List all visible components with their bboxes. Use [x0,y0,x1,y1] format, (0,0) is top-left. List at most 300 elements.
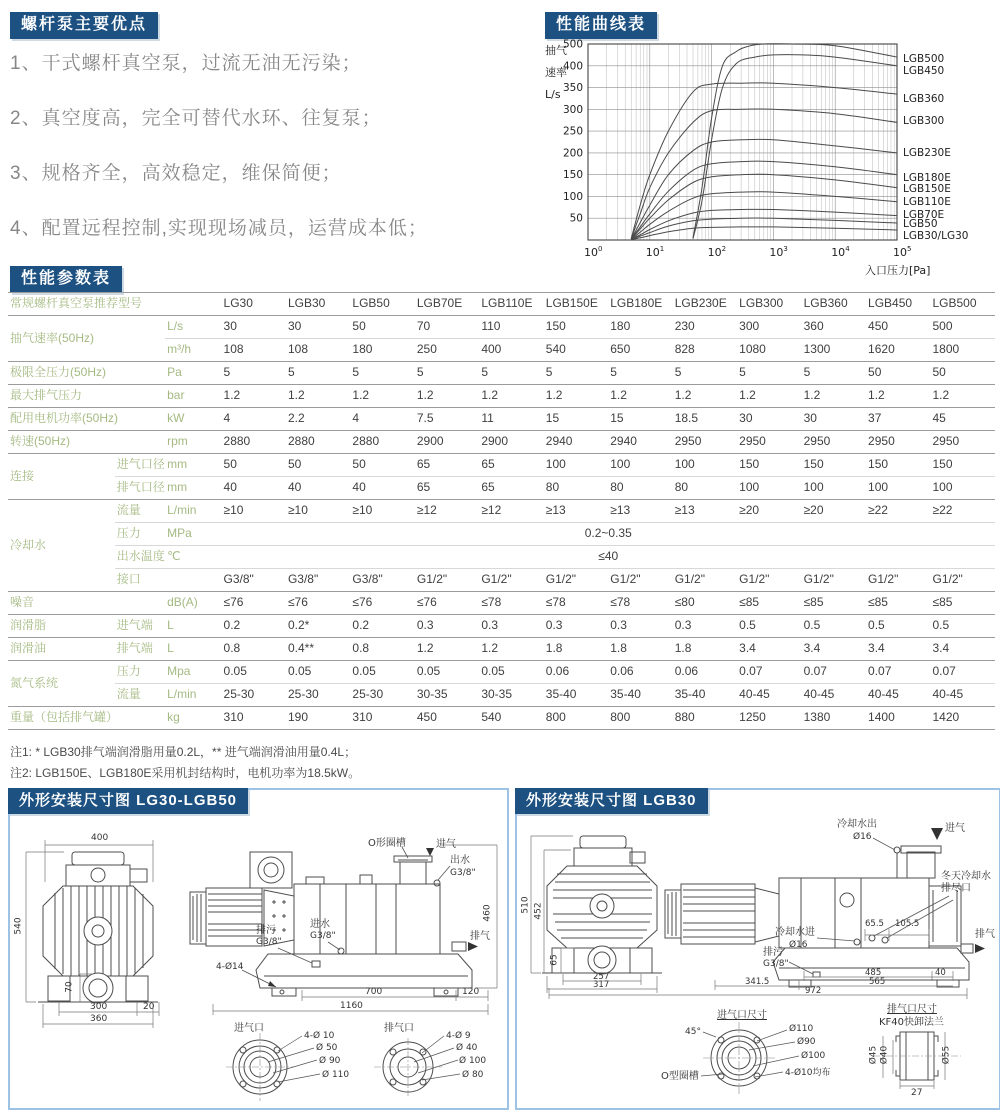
intake-label: 进气 [436,839,456,850]
row-label: 配用电机功率(50Hz) [8,408,165,431]
unit-label: Mpa [165,661,221,684]
thread-label: G3/8" [256,937,282,947]
svg-text:250: 250 [562,125,583,138]
value-cell: 0.8 [350,638,414,661]
performance-table-container [8,292,995,730]
value-cell: 1.2 [350,385,414,408]
value-cell: 1.2 [673,385,737,408]
value-cell: 18.5 [673,408,737,431]
value-cell: G3/8" [286,569,350,592]
unit-label: dB(A) [165,592,221,615]
unit-label: rpm [165,431,221,454]
value-cell: 150 [737,454,801,477]
model-header: LGB30 [286,293,350,316]
svg-text:200: 200 [562,147,583,160]
value-cell: 2880 [286,431,350,454]
dim-label: 65.5 [865,919,884,929]
value-cell: 1.2 [286,385,350,408]
model-header: LGB50 [350,293,414,316]
value-cell: 1080 [737,339,801,362]
value-cell: 5 [544,362,608,385]
dimension-drawing-lgb30 [517,790,999,1108]
dim-label: Ø16 [853,832,872,842]
value-cell: 0.5 [931,615,996,638]
value-cell: 2.2 [286,408,350,431]
dim-label: 20 [143,1002,155,1012]
model-header: LGB450 [866,293,930,316]
value-cell: 1.2 [608,385,672,408]
value-cell: 100 [544,454,608,477]
value-cell: 0.4** [286,638,350,661]
value-cell: 2900 [479,431,543,454]
value-cell: 100 [608,454,672,477]
value-cell: 1.2 [544,385,608,408]
table-notes [10,742,360,784]
row-label: 最大排气压力 [8,385,165,408]
curve-label: LGB70E [903,209,945,221]
unit-label: mm [165,477,221,500]
row-sublabel: 接口 [115,569,165,592]
dim-label: 300 [90,1002,108,1012]
value-cell: ≤76 [222,592,286,615]
row-sublabel: 压力 [115,661,165,684]
value-cell: 310 [350,707,414,730]
value-cell: 0.2 [222,615,286,638]
model-header: LGB500 [931,293,996,316]
row-label: 转速(50Hz) [8,431,165,454]
value-cell: 1.2 [222,385,286,408]
unit-label: L [165,615,221,638]
dim-label: Ø90 [797,1037,816,1047]
value-cell: 5 [350,362,414,385]
unit-label: ℃ [165,546,221,569]
value-cell: 100 [866,477,930,500]
value-cell: 65 [415,477,479,500]
note-line: 注2: LGB150E、LGB180E采用机封结构时，电机功率为18.5kW。 [10,766,361,780]
row-label: 冷却水 [8,500,115,592]
value-cell: 40 [286,477,350,500]
value-cell: G1/2" [931,569,996,592]
dim-label: Ø40 [879,1045,890,1065]
value-cell: 0.8 [222,638,286,661]
dim-label: 972 [805,986,822,996]
value-cell: G1/2" [415,569,479,592]
value-cell: 40 [222,477,286,500]
row-label: 润滑脂 [8,615,115,638]
value-cell: 80 [673,477,737,500]
dim-label: Ø45 [868,1045,879,1065]
table-header-label: 常规螺杆真空泵推荐型号 [8,293,222,316]
curve-label: LGB110E [903,196,951,208]
value-cell: 5 [479,362,543,385]
note-line: 注1: * LGB30排气端润滑脂用量0.2L，** 进气端润滑油用量0.4L； [10,745,357,759]
value-cell: 2940 [608,431,672,454]
row-sublabel: 进气端 [115,615,165,638]
value-cell: 40-45 [866,684,930,707]
value-cell: ≤85 [931,592,996,615]
curve-LGB110E [631,192,897,240]
value-cell: 0.5 [866,615,930,638]
curve-label: LGB30/LG30 [903,230,969,242]
value-cell: ≤76 [415,592,479,615]
merged-value: 0.2~0.35 [222,523,995,546]
value-cell: G1/2" [737,569,801,592]
value-cell: ≥13 [673,500,737,523]
value-cell: 800 [608,707,672,730]
value-cell: ≤76 [286,592,350,615]
value-cell: G1/2" [544,569,608,592]
value-cell: 80 [544,477,608,500]
value-cell: 5 [802,362,866,385]
curve-label: LGB180E [903,172,951,184]
value-cell: 828 [673,339,737,362]
thread-label: G3/8" [310,931,336,941]
value-cell: 360 [802,316,866,339]
value-cell: ≤85 [866,592,930,615]
model-header: LGB70E [415,293,479,316]
value-cell: 0.5 [802,615,866,638]
value-cell: ≥22 [931,500,996,523]
value-cell: 1800 [931,339,996,362]
row-sublabel: 流量 [115,500,165,523]
value-cell: 30-35 [415,684,479,707]
value-cell: 0.05 [286,661,350,684]
value-cell: 70 [415,316,479,339]
unit-label: L/s [165,316,221,339]
value-cell: G1/2" [673,569,737,592]
value-cell: 40-45 [802,684,866,707]
svg-text:400: 400 [562,60,583,73]
value-cell: 2940 [544,431,608,454]
drain-label: 排污 [763,947,783,958]
value-cell: 2950 [737,431,801,454]
value-cell: 30 [222,316,286,339]
value-cell: 540 [479,707,543,730]
value-cell: 2880 [222,431,286,454]
value-cell: 1.2 [931,385,996,408]
value-cell: 0.07 [802,661,866,684]
value-cell: 0.05 [479,661,543,684]
unit-label: L/min [165,684,221,707]
dim-label: 40 [935,968,946,978]
value-cell: 35-40 [608,684,672,707]
value-cell: 37 [866,408,930,431]
value-cell: 0.07 [866,661,930,684]
value-cell: 0.06 [608,661,672,684]
value-cell: ≥13 [608,500,672,523]
value-cell: 50 [866,362,930,385]
row-label: 极限全压力(50Hz) [8,362,165,385]
value-cell: 2900 [415,431,479,454]
unit-label: m³/h [165,339,221,362]
value-cell: 30 [802,408,866,431]
value-cell: 2950 [802,431,866,454]
dim-label: Ø100 [801,1051,826,1061]
flange-type-label: KF40快卸法兰 [879,1017,945,1028]
advantage-item: 4、配置远程控制,实现现场减员，运营成本低； [10,218,428,239]
dim-label: 65 [549,954,560,966]
value-cell: ≥10 [286,500,350,523]
model-header: LGB230E [673,293,737,316]
value-cell: G3/8" [222,569,286,592]
dim-label: 120 [462,987,480,997]
oring-groove-label: O形圈槽 [368,838,406,849]
dim-label: Ø 80 [462,1070,484,1080]
value-cell: 100 [673,454,737,477]
svg-text:300: 300 [562,103,583,116]
svg-text:100: 100 [562,190,583,203]
value-cell: 0.3 [544,615,608,638]
unit-label: L/min [165,500,221,523]
advantage-item: 3、规格齐全，高效稳定，维保简便； [10,163,342,184]
intake-label: 进气 [945,823,965,834]
curve-LGB450 [693,55,897,239]
value-cell: 1.8 [544,638,608,661]
curve-label: LGB500 [903,53,945,65]
value-cell: 1420 [931,707,996,730]
performance-table [8,292,995,730]
curve-label: LGB300 [903,115,945,127]
outlet-flange-title: 排气口尺寸 [887,1004,937,1015]
svg-text:102: $10^2$ [707,245,727,259]
value-cell: 7.5 [415,408,479,431]
value-cell: 100 [802,477,866,500]
performance-curve-chart [535,38,1000,278]
curve-LGB70E [631,209,897,239]
dim-label: Ø 110 [322,1070,350,1080]
dim-label: 257 [593,972,610,982]
dim-label: 485 [865,968,882,978]
value-cell: 3.4 [931,638,996,661]
value-cell: ≤78 [479,592,543,615]
value-cell: 1.2 [479,638,543,661]
dim-label: 510 [520,896,531,914]
dim-label: Ø55 [941,1045,952,1065]
row-sublabel: 排气端 [115,638,165,661]
unit-label: bar [165,385,221,408]
value-cell: 25-30 [286,684,350,707]
value-cell: 450 [415,707,479,730]
advantages-title-badge: 螺杆泵主要优点 [10,12,158,39]
dimension-drawing-lg30-lgb50 [10,790,507,1108]
value-cell: 11 [479,408,543,431]
water-in-label: 进水 [310,919,330,930]
winter-drain-label: 冬天冷却水 [941,871,991,882]
dim-label: 105.5 [895,919,920,929]
value-cell: ≥20 [737,500,801,523]
exhaust-label: 排气 [975,929,995,940]
value-cell: G3/8" [350,569,414,592]
value-cell: 50 [350,454,414,477]
value-cell: 1.2 [737,385,801,408]
curve-LGB150E [631,174,897,239]
dim-label: 460 [482,904,493,922]
row-label: 噪音 [8,592,165,615]
value-cell: 35-40 [673,684,737,707]
value-cell: 0.3 [479,615,543,638]
value-cell: 0.05 [350,661,414,684]
value-cell: 4 [350,408,414,431]
value-cell: 150 [802,454,866,477]
model-header: LGB180E [608,293,672,316]
curve-label: LGB50 [903,218,938,230]
value-cell: 110 [479,316,543,339]
value-cell: G1/2" [866,569,930,592]
value-cell: 50 [350,316,414,339]
value-cell: 180 [350,339,414,362]
value-cell: 4 [222,408,286,431]
value-cell: 0.07 [931,661,996,684]
value-cell: 1.2 [802,385,866,408]
svg-text:105: $10^5$ [893,245,912,259]
unit-label: L [165,638,221,661]
curve-label: LGB150E [903,183,951,195]
dim-label: 360 [90,1014,108,1024]
drain-label: 排污 [256,925,276,936]
value-cell: 1.2 [479,385,543,408]
value-cell: 0.2 [350,615,414,638]
value-cell: 5 [222,362,286,385]
value-cell: ≥10 [222,500,286,523]
value-cell: 100 [931,477,996,500]
value-cell: ≤85 [802,592,866,615]
value-cell: 3.4 [802,638,866,661]
value-cell: 65 [415,454,479,477]
value-cell: 30-35 [479,684,543,707]
value-cell: 0.05 [222,661,286,684]
value-cell: 250 [415,339,479,362]
value-cell: 1620 [866,339,930,362]
value-cell: ≤85 [737,592,801,615]
dim-label: Ø 90 [319,1056,341,1066]
dim-label: 317 [593,980,610,990]
svg-text:103: $10^3$ [769,245,788,259]
value-cell: ≥12 [415,500,479,523]
model-header: LGB360 [802,293,866,316]
svg-text:入口压力[Pa]: 入口压力[Pa] [865,264,931,277]
model-header: LGB110E [479,293,543,316]
dimension-panel-lg30-lgb50 [8,788,509,1110]
value-cell: 650 [608,339,672,362]
value-cell: 230 [673,316,737,339]
dim-label: 27 [911,1088,923,1098]
dim-label: 540 [13,917,24,935]
dim-label: 1160 [340,1001,363,1011]
value-cell: ≥10 [350,500,414,523]
value-cell: 108 [222,339,286,362]
svg-text:500: 500 [562,38,583,51]
value-cell: 1.2 [415,385,479,408]
value-cell: 1300 [802,339,866,362]
value-cell: 0.3 [608,615,672,638]
model-header: LG30 [222,293,286,316]
dimension-panel-lgb30 [515,788,1000,1110]
value-cell: 5 [608,362,672,385]
row-sublabel: 出水温度 [115,546,165,569]
value-cell: 5 [286,362,350,385]
dim-label: 565 [869,977,886,987]
thread-label: G3/8" [450,868,476,878]
svg-text:L/s: L/s [545,88,561,101]
row-label: 连接 [8,454,115,500]
curve-label: LGB450 [903,65,945,77]
unit-label: MPa [165,523,221,546]
dim-label: 452 [533,902,544,920]
outlet-flange-title: 排气口 [384,1023,414,1034]
value-cell: 3.4 [866,638,930,661]
value-cell: 310 [222,707,286,730]
oring-groove-label: O型圈槽 [661,1071,699,1082]
value-cell: 80 [608,477,672,500]
row-sublabel: 排气口径 [115,477,165,500]
value-cell: 5 [415,362,479,385]
value-cell: 1.8 [673,638,737,661]
value-cell: 65 [479,454,543,477]
dim-label: 4-Ø 9 [446,1031,471,1041]
value-cell: ≥20 [802,500,866,523]
bolt-holes-label: 4-Ø14 [216,962,244,972]
row-label: 润滑油 [8,638,115,661]
value-cell: 0.3 [673,615,737,638]
panel1-title-badge: 外形安装尺寸图 LG30-LGB50 [8,788,248,814]
value-cell: 0.07 [737,661,801,684]
value-cell: 15 [544,408,608,431]
value-cell: 800 [544,707,608,730]
value-cell: 150 [544,316,608,339]
value-cell: 1.2 [415,638,479,661]
inlet-flange-title: 进气口尺寸 [717,1010,767,1021]
value-cell: 540 [544,339,608,362]
panel2-title-badge: 外形安装尺寸图 LGB30 [515,788,708,814]
value-cell: 190 [286,707,350,730]
value-cell: 1250 [737,707,801,730]
merged-value: ≤40 [222,546,995,569]
dim-label: 400 [91,833,109,843]
curve-chart-title-badge: 性能曲线表 [545,12,657,39]
dim-label: Ø 40 [456,1043,478,1053]
unit-label: kg [165,707,221,730]
value-cell: 3.4 [737,638,801,661]
value-cell: 2880 [350,431,414,454]
value-cell: ≤80 [673,592,737,615]
row-label: 重量（包括排气罐） [8,707,165,730]
value-cell: ≤76 [350,592,414,615]
value-cell: 50 [931,362,996,385]
curve-LGB300 [631,109,897,239]
row-sublabel: 进气口径 [115,454,165,477]
value-cell: 30 [286,316,350,339]
thread-label: G3/8" [763,959,789,969]
dim-label: Ø16 [789,940,808,950]
dim-label: 700 [365,987,383,997]
svg-text:50: 50 [569,212,583,225]
value-cell: G1/2" [802,569,866,592]
svg-text:150: 150 [562,169,583,182]
svg-text:101: $10^1$ [645,245,665,259]
value-cell: 0.06 [544,661,608,684]
cooling-in-label: 冷却水进 [775,927,815,938]
value-cell: 35-40 [544,684,608,707]
curve-LGB180E [631,161,897,239]
curve-label: LGB360 [903,93,945,105]
svg-text:100: $10^0$ [584,245,603,259]
dim-label: Ø 100 [459,1056,487,1066]
value-cell: 180 [608,316,672,339]
value-cell: 150 [866,454,930,477]
value-cell: 2950 [673,431,737,454]
bolt-holes-label: 4-Ø10均布 [785,1068,831,1078]
value-cell: 500 [931,316,996,339]
